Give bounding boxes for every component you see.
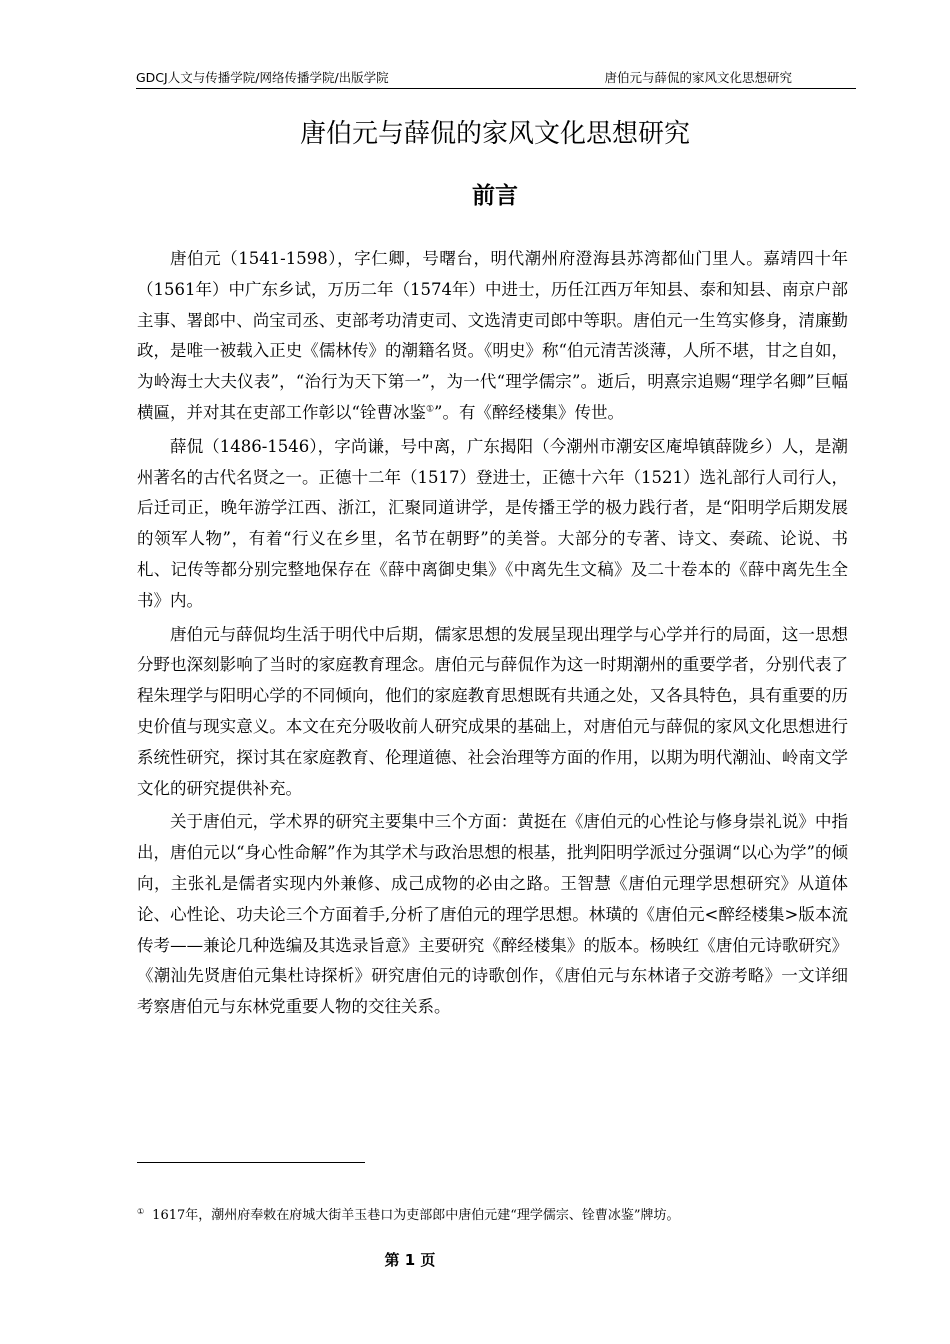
header-institution: GDCJ人文与传播学院/网络传播学院/出版学院 [136, 70, 389, 85]
paragraph-1-tail: ”。有《醉经楼集》传世。 [434, 402, 624, 422]
page-number: 第 1 页 [384, 1251, 436, 1269]
paragraph-1 [137, 244, 848, 429]
paragraph-2: 薛侃（1486-1546），字尚谦，号中离，广东揭阳（今潮州市潮安区庵埠镇薛陇乡）人，是潮州著名的古代名贤之一。正德十二年（1517）登进士，正德十六年（1521）选礼部行人司行人，后迁司正，晚年游学江西、浙江，汇聚同道讲学，是传播王学的极力践行者，是“阳明学后期发展的领军人物”，有着“行义在乡里，名节在朝野”的美誉。大部分的专著、诗文、奏疏、论说、书札、记传等都分别完整地保存在《薛中离御史集》《中离先生文稿》及二十卷本的《薛中离先生全书》内。 [137, 436, 848, 610]
footnote [137, 1206, 857, 1226]
body-text [137, 244, 848, 1026]
running-header [136, 68, 856, 89]
footnote-separator [137, 1162, 365, 1163]
paragraph-3: 唐伯元与薛侃均生活于明代中后期，儒家思想的发展呈现出理学与心学并行的局面，这一思想分野也深刻影响了当时的家庭教育理念。唐伯元与薛侃作为这一时期潮州的重要学者，分别代表了程朱理学与阳明心学的不同倾向，他们的家庭教育思想既有共通之处，又各具特色，具有重要的历史价值与现实意义。本文在充分吸收前人研究成果的基础上，对唐伯元与薛侃的家风文化思想进行系统性研究，探讨其在家庭教育、伦理道德、社会治理等方面的作用，以期为明代潮汕、岭南文学文化的研究提供补充。 [137, 624, 848, 798]
footnote-mark: ① [137, 1206, 145, 1216]
footnote-text: 1617年，潮州府奉敕在府城大街羊玉巷口为吏部郎中唐伯元建“理学儒宗、铨曹冰鉴”牌坊。 [152, 1208, 680, 1223]
header-title: 唐伯元与薛侃的家风文化思想研究 [604, 70, 792, 85]
paragraph-1-text: 唐伯元（1541-1598），字仁卿，号曙台，明代潮州府澄海县苏湾都仙门里人。嘉靖四十年（1561年）中广东乡试，万历二年（1574年）中进士，历任江西万年知县、泰和知县、南京户部主事、署郎中、尚宝司丞、吏部考功清吏司、文选清吏司郎中等职。唐伯元一生笃实修身，清廉勤政，是唯一被载入正史《儒林传》的潮籍名贤。《明史》称“伯元清苦淡薄，人所不堪，甘之自如，为岭海士大夫仪表”，“治行为天下第一”，为一代“理学儒宗”。逝后，明熹宗追赐“理学名卿”巨幅横匾，并对其在吏部工作彰以“铨曹冰鉴 [137, 249, 848, 422]
section-heading: 前言 [472, 183, 518, 209]
document-title: 唐伯元与薛侃的家风文化思想研究 [299, 119, 690, 149]
footnote-reference[interactable]: ① [425, 404, 435, 415]
paragraph-4: 关于唐伯元，学术界的研究主要集中三个方面：黄挺在《唐伯元的心性论与修身崇礼说》中指出，唐伯元以“身心性命解”作为其学术与政治思想的根基，批判阳明学派过分强调“以心为学”的倾向，主张礼是儒者实现内外兼修、成己成物的必由之路。王智慧《唐伯元理学思想研究》从道体论、心性论、功夫论三个方面着手,分析了唐伯元的理学思想。林璜的《唐伯元<醉经楼集>版本流传考——兼论几种选编及其选录旨意》主要研究《醉经楼集》的版本。杨映红《唐伯元诗歌研究》《潮汕先贤唐伯元集杜诗探析》研究唐伯元的诗歌创作，《唐伯元与东林诸子交游考略》一文详细考察唐伯元与东林党重要人物的交往关系。 [137, 812, 848, 1017]
